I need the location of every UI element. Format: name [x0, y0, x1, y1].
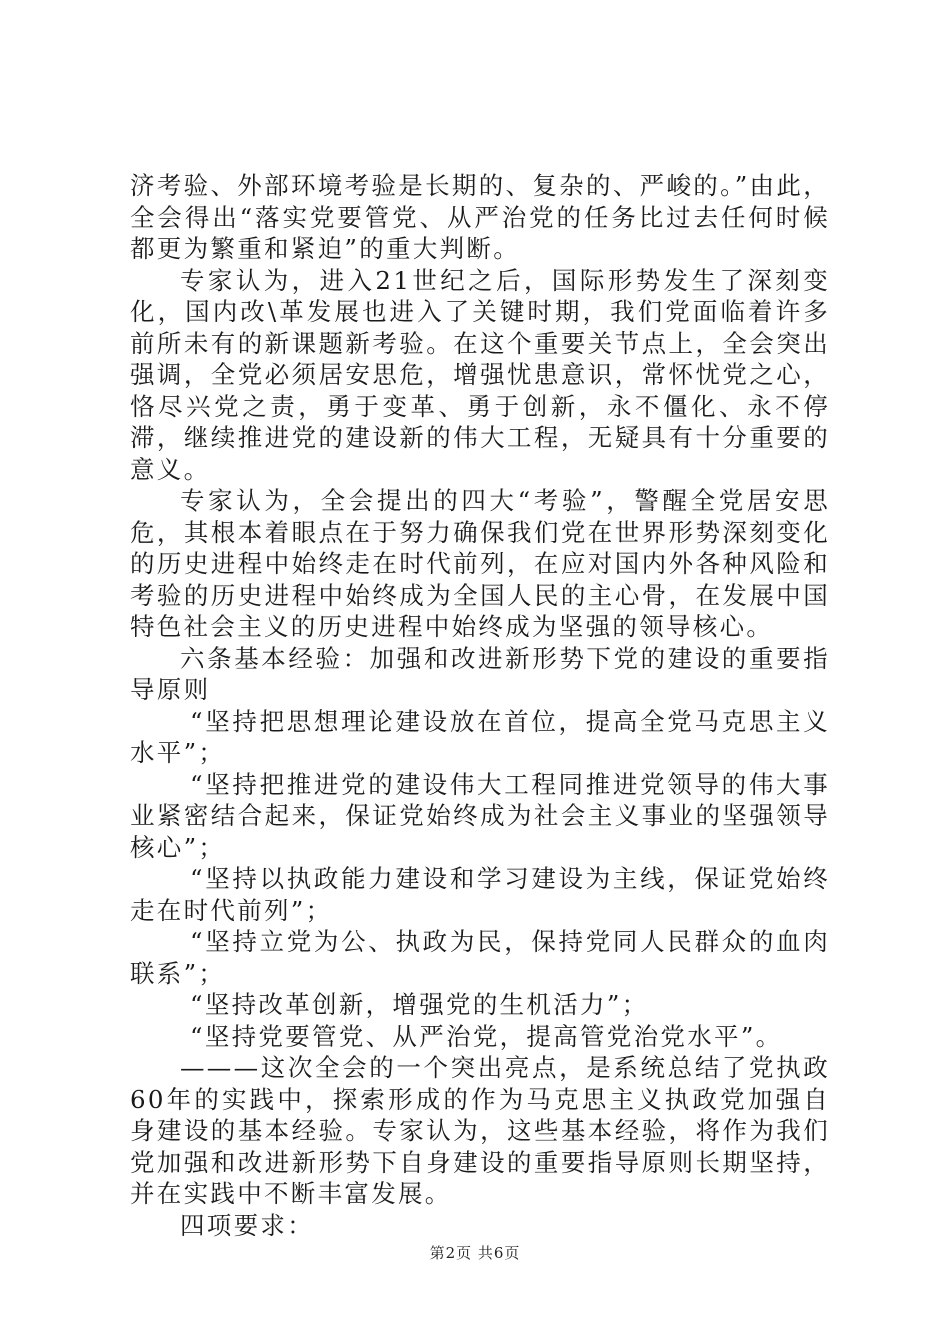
- page-footer: 第2页 共6页: [429, 1244, 521, 1262]
- section-heading: 四项要求：: [180, 1210, 314, 1240]
- paragraph: 济考验、外部环境考验是长期的、复杂的、严峻的。”由此，全会得出“落实党要管党、从严治党的任务比过去任何时候都更为繁重和紧迫”的重大判断。: [130, 171, 830, 263]
- section-heading: 六条基本经验：加强和改进新形势下党的建设的重要指导原则: [130, 643, 830, 704]
- quote-item: “坚持党要管党、从严治党，提高管党治党水平”。: [190, 1021, 783, 1051]
- paragraph: ———这次全会的一个突出亮点，是系统总结了党执政60年的实践中，探索形成的作为马克思主义执政党加强自身建设的基本经验。专家认为，这些基本经验，将作为我们党加强和改进新形势下自身建设的重要指导原则长期坚持，并在实践中不断丰富发展。: [130, 1053, 830, 1208]
- quote-item: “坚持改革创新，增强党的生机活力”；: [190, 990, 649, 1019]
- quote-item: “坚持以执政能力建设和学习建设为主线，保证党始终走在时代前列”；: [130, 864, 830, 925]
- document-body: [130, 170, 830, 1241]
- quote-item: “坚持把思想理论建设放在首位，提高全党马克思主义水平”；: [130, 706, 830, 767]
- quote-item: “坚持立党为公、执政为民，保持党同人民群众的血肉联系”；: [130, 927, 830, 988]
- paragraph: 专家认为，全会提出的四大“考验”，警醒全党居安思危，其根本着眼点在于努力确保我们党在世界形势深刻变化的历史进程中始终走在时代前列，在应对国内外各种风险和考验的历史进程中始终成为全国人民的主心骨，在发展中国特色社会主义的历史进程中始终成为坚强的领导核心。: [130, 486, 830, 641]
- paragraph: 专家认为，进入21世纪之后，国际形势发生了深刻变化，国内改\革发展也进入了关键时期，我们党面临着许多前所未有的新课题新考验。在这个重要关节点上，全会突出强调，全党必须居安思危，增强忧患意识，常怀忧党之心，恪尽兴党之责，勇于变革、勇于创新，永不僵化、永不停滞，继续推进党的建设新的伟大工程，无疑具有十分重要的意义。: [130, 265, 830, 484]
- quote-item: “坚持把推进党的建设伟大工程同推进党领导的伟大事业紧密结合起来，保证党始终成为社会主义事业的坚强领导核心”；: [130, 769, 830, 862]
